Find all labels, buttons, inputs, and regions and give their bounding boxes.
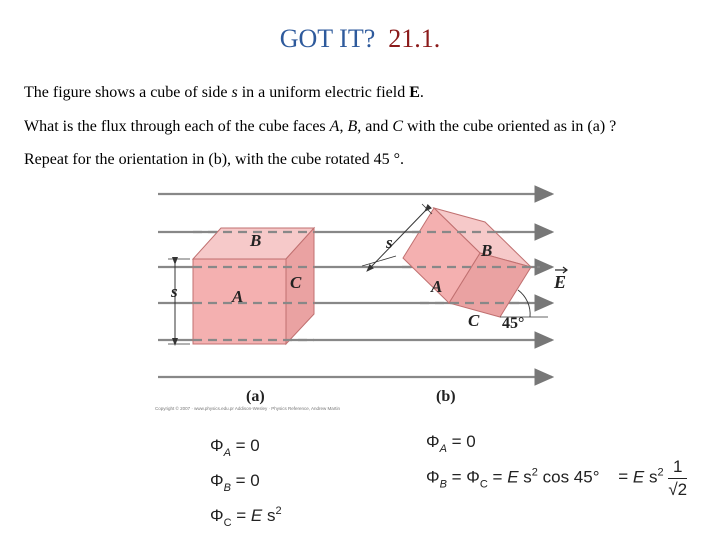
label-B-b: B bbox=[481, 241, 493, 260]
label-C-b: C bbox=[468, 311, 480, 330]
label-s-a: s bbox=[171, 282, 178, 301]
eq-s: s bbox=[518, 467, 532, 487]
eq-cos: cos 45° bbox=[537, 467, 600, 487]
title-prefix: GOT IT? bbox=[279, 24, 376, 53]
eq-exp: 2 bbox=[531, 466, 538, 479]
p2-var-C: C bbox=[392, 118, 403, 135]
eq-eq: = bbox=[487, 467, 508, 487]
eq-sub-C: C bbox=[479, 478, 488, 491]
p1-text-b: in a uniform electric field bbox=[237, 84, 410, 101]
paragraph-1 bbox=[24, 84, 424, 102]
eq-sub-B: B bbox=[439, 478, 447, 491]
eq-E: E bbox=[250, 506, 263, 525]
eq-E: E bbox=[507, 467, 519, 487]
eq-phi-A-a bbox=[210, 436, 260, 459]
eq-mid: = bbox=[446, 467, 467, 487]
paragraph-2 bbox=[24, 118, 616, 136]
eq-s: s bbox=[262, 506, 276, 525]
eq-s2: s bbox=[644, 467, 658, 487]
p1-var-s: s bbox=[231, 84, 238, 101]
frac-num: 1 bbox=[673, 457, 683, 476]
p2-var-B: B bbox=[347, 118, 358, 135]
eq-sub: C bbox=[223, 517, 232, 529]
eq-rhs: = 0 bbox=[230, 471, 260, 490]
eq-sub: B bbox=[223, 482, 231, 494]
eq-phi-B-a bbox=[210, 471, 260, 494]
p2-text-d: with the cube oriented as in (a) ? bbox=[403, 118, 617, 135]
phi-symbol: Φ bbox=[210, 436, 224, 455]
label-s-b: s bbox=[386, 233, 393, 252]
eq-eq2: = bbox=[618, 467, 633, 487]
eq-phi-A-b bbox=[426, 432, 476, 455]
phi-symbol: Φ bbox=[426, 467, 440, 487]
phi-symbol: Φ bbox=[210, 471, 224, 490]
label-E-field bbox=[553, 267, 567, 292]
cube-b bbox=[402, 208, 548, 317]
copyright-note: Copyright © 2007 · www.physics.edu.pr Addison-Wesley · Physics Reference, Andrew Martin bbox=[155, 406, 341, 411]
phi-symbol: Φ bbox=[210, 506, 224, 525]
slide-title bbox=[0, 24, 720, 54]
eq-phi-C-a bbox=[210, 505, 282, 529]
eq-rhs: = bbox=[231, 506, 251, 525]
caption-b: (b) bbox=[436, 388, 456, 405]
label-E-text: E bbox=[554, 272, 567, 292]
label-45-deg: 45° bbox=[502, 315, 525, 332]
p1-var-E: E bbox=[409, 84, 420, 101]
eq-exp2: 2 bbox=[657, 466, 664, 479]
p2-text-c: , and bbox=[357, 118, 393, 135]
phi-symbol: Φ bbox=[466, 467, 480, 487]
eq-rhs: = 0 bbox=[446, 432, 476, 451]
label-A-a: A bbox=[232, 287, 244, 306]
cube-figure bbox=[150, 180, 570, 420]
caption-a: (a) bbox=[246, 388, 265, 405]
eq-E2: E bbox=[632, 467, 645, 487]
paragraph-3: Repeat for the orientation in (b), with the cube rotated 45 °. bbox=[24, 151, 405, 168]
title-number: 21.1. bbox=[388, 24, 441, 53]
eq-sub: A bbox=[439, 443, 447, 455]
phi-symbol: Φ bbox=[426, 432, 440, 451]
label-C-a: C bbox=[290, 273, 302, 292]
label-B-a: B bbox=[250, 231, 262, 250]
dimension-s-a bbox=[168, 259, 190, 344]
eq-phi-BC-b bbox=[426, 458, 687, 498]
frac-den: √2 bbox=[668, 480, 688, 499]
p1-text-c: . bbox=[419, 84, 424, 101]
p1-text-a: The figure shows a cube of side bbox=[24, 84, 232, 101]
eq-exp: 2 bbox=[275, 505, 282, 517]
p2-text-b: , bbox=[339, 118, 348, 135]
label-A-b: A bbox=[431, 277, 443, 296]
eq-rhs: = 0 bbox=[230, 436, 260, 455]
fraction-1-over-root2 bbox=[668, 458, 687, 498]
p2-text-a: What is the flux through each of the cube faces bbox=[24, 118, 330, 135]
eq-sub: A bbox=[223, 447, 231, 459]
p2-var-A: A bbox=[329, 118, 340, 135]
figure-svg bbox=[150, 180, 570, 420]
